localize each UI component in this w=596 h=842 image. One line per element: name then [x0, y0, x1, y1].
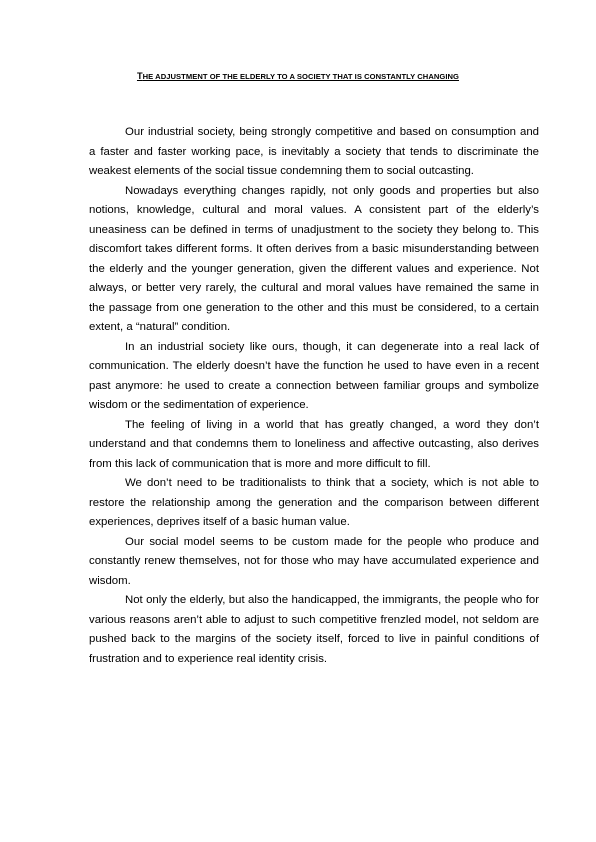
title-text: HE ADJUSTMENT OF THE ELDERLY TO A SOCIETY THAT IS CONSTANTLY CHANGING: [142, 72, 460, 81]
paragraph-6: Our social model seems to be custom made for the people who produce and constantly renew themselves, not for those who may have accumulated experience and wisdom.: [89, 535, 539, 587]
paragraph-7: Not only the elderly, but also the handicapped, the immigrants, the people who for various reasons aren’t able to adjust to such competitive frenzled model, not seldom are pushed back to the margins of the society itself, forced to live in painful conditions of frustration and to experience real identity crisis.: [89, 594, 539, 665]
paragraph-4: The feeling of living in a world that has greatly changed, a word they don’t understand and that condemns them to loneliness and affective outcasting, also derives from this lack of communication that is more and more difficult to fill.: [89, 418, 539, 470]
document-body: [89, 123, 539, 669]
title-first-letter: T: [136, 71, 143, 81]
paragraph-1: Our industrial society, being strongly competitive and based on consumption and a faster and faster working pace, is inevitably a society that tends to discriminate the weakest elements of the social tissue condemning them to social outcasting.: [89, 126, 539, 177]
paragraph-3: In an industrial society like ours, though, it can degenerate into a real lack of communication. The elderly doesn’t have the function he used to have even in a recent past anymore: he used to create a connection between familiar groups and symbolize wisdom or the sedimentation of experience.: [89, 340, 539, 411]
document-title: [0, 70, 596, 83]
paragraph-2: Nowadays everything changes rapidly, not only goods and properties but also notions, knowledge, cultural and moral values. A consistent part of the elderly’s uneasiness can be defined in terms of unadjustment to the society they belong to. This discomfort takes different forms. It often derives from a basic misunderstanding between the elderly and the younger generation, given the different values and experience. Not always, or better very rarely, the cultural and moral values have remained the same in the passage from one generation to the other and this must be considered, to a certain extent, a “natural” condition.: [89, 184, 539, 333]
paragraph-5: We don’t need to be traditionalists to think that a society, which is not able to restore the relationship among the generation and the comparison between different experiences, deprives itself of a basic human value.: [89, 477, 539, 528]
